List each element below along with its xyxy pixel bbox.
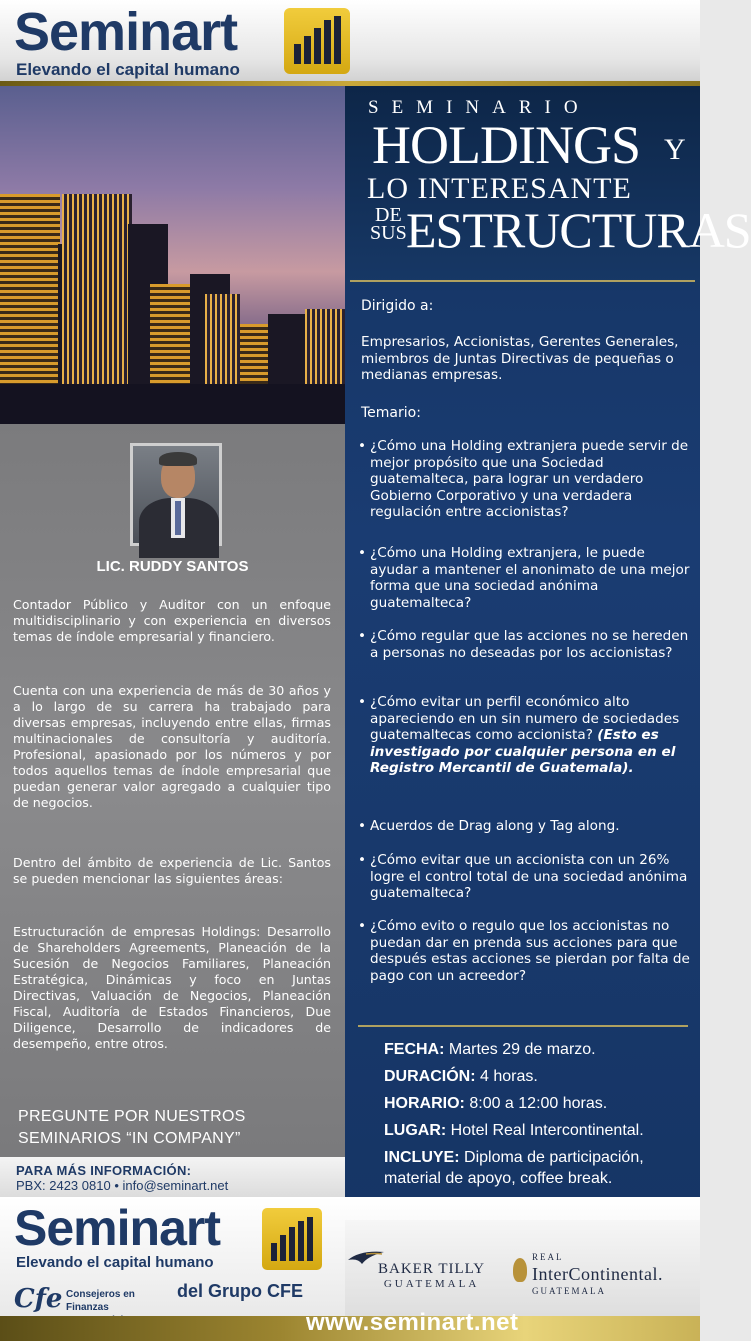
brand-tagline: Elevando el capital humano xyxy=(16,60,240,79)
brand-logo-text: Seminart xyxy=(14,2,238,62)
audience-heading: Dirigido a: xyxy=(361,298,434,314)
footer-tagline: Elevando el capital humano xyxy=(16,1254,214,1271)
grupo-cfe: del Grupo CFE xyxy=(177,1281,303,1301)
temario-item: • ¿Cómo evitar un perfil económico alto apareciendo en un sin numero de sociedades guatemaltecas como accionista? (Esto es investigado por cualquier persona en el Registro Mercantil de Guatemala). xyxy=(358,694,694,777)
temario-item: • Acuerdos de Drag along y Tag along. xyxy=(358,818,694,835)
temario-heading: Temario: xyxy=(361,405,421,421)
website-link[interactable]: www.seminart.net xyxy=(306,1309,519,1336)
in-company-note: PREGUNTE POR NUESTROS SEMINARIOS “IN COMPANY” xyxy=(18,1108,246,1147)
temario-item: • ¿Cómo regular que las acciones no se hereden a personas no deseadas por los accionistas? xyxy=(358,628,694,661)
title-y: Y xyxy=(664,133,686,166)
seminart-bars-icon xyxy=(262,1208,322,1270)
title-holdings: HOLDINGS xyxy=(372,115,640,175)
speaker-bio-1: Contador Público y Auditor con un enfoque multidisciplinario y con experiencia en diversos temas de índole empresarial y financiero. xyxy=(13,597,331,644)
audience-text: Empresarios, Accionistas, Gerentes Generales, miembros de Juntas Directivas de pequeñas o medianas empresas. xyxy=(361,334,679,383)
seminart-bars-icon xyxy=(284,8,350,74)
contact-phone[interactable]: PBX: 2423 0810 xyxy=(16,1178,111,1193)
speaker-bio-2: Cuenta con una experiencia de más de 30 años y a lo largo de su carrera ha trabajado para diversas empresas, incluyendo entre ellas, firmas multinacionales de consultoría y auditoría. Profesional, apasionado por los números y por todos aquellos temas de índole empresarial que puedan generar valor agregado a cualquier tipo de negocios. xyxy=(13,683,331,810)
contact-email-link[interactable]: info@seminart.net xyxy=(122,1178,229,1193)
info-incluye: INCLUYE: Diploma de participación, material de apoyo, coffee break. xyxy=(384,1149,644,1187)
info-horario: HORARIO: 8:00 a 12:00 horas. xyxy=(384,1095,608,1112)
info-lugar: LUGAR: Hotel Real Intercontinental. xyxy=(384,1122,644,1139)
contact-line: PBX: 2423 0810 • info@seminart.net xyxy=(16,1178,229,1193)
contact-title: PARA MÁS INFORMACIÓN: xyxy=(16,1163,192,1178)
temario-item: • ¿Cómo evito o regulo que los accionistas no puedan dar en prenda sus acciones para que después estas acciones se pierdan por falta de pago con un acreedor? xyxy=(358,918,694,984)
footer-brand-text: Seminart xyxy=(14,1200,220,1256)
speaker-name: LIC. RUDDY SANTOS xyxy=(96,558,249,575)
cfe-name: Consejeros en Finanzas xyxy=(66,1289,135,1313)
temario-item: • ¿Cómo una Holding extranjera puede servir de mejor propósito que una Sociedad guatemalteca, para lograr un verdadero Gobierno Corporativo y una verdadera regulación entre accionistas? xyxy=(358,438,694,521)
info-duracion: DURACIÓN: 4 horas. xyxy=(384,1068,538,1085)
title-lo-interesante: LO INTERESANTE xyxy=(367,172,632,205)
city-skyline-photo xyxy=(0,86,345,424)
speaker-photo xyxy=(130,443,222,546)
cfe-logo-icon: Cfe xyxy=(14,1284,63,1314)
temario-item: • ¿Cómo evitar que un accionista con un 26% logre el control total de una sociedad anónima guatemalteca? xyxy=(358,852,694,902)
title-de-sus: DE SUS xyxy=(370,204,407,244)
info-fecha: FECHA: Martes 29 de marzo. xyxy=(384,1041,596,1058)
title-estructuras: ESTRUCTURAS xyxy=(406,202,751,258)
temario-item: • ¿Cómo una Holding extranjera, le puede ayudar a mantener el anonimato de una mejor forma que una sociedad anónima guatemalteca? xyxy=(358,545,694,611)
temario-item-note: (Esto es investigado por cualquier persona en el Registro Mercantil de Guatemala). xyxy=(370,727,676,776)
title-seminario: SEMINARIO xyxy=(368,97,591,118)
temario-divider xyxy=(358,1025,688,1027)
intercontinental-emblem-icon xyxy=(513,1258,527,1282)
speaker-bio-3: Dentro del ámbito de experiencia de Lic. Santos se pueden mencionar las siguientes áreas: xyxy=(13,855,331,886)
speaker-bio-4: Estructuración de empresas Holdings: Desarrollo de Shareholders Agreements, Planeación de la Sucesión de Negocios Familiares, Planeación Estratégica, Dinámicas y foco en Juntas Directivas, Valuación de Negocios, Planeación Fiscal, Auditoría de Estados Financieros, Due Diligence, Desarrollo de indicadores de desempeño, entre otros. xyxy=(13,924,331,1051)
title-divider xyxy=(350,280,695,282)
intercontinental-logo: REAL InterContinental. GUATEMALA xyxy=(532,1252,663,1296)
baker-tilly-logo: BAKER TILLY GUATEMALA xyxy=(378,1261,486,1290)
